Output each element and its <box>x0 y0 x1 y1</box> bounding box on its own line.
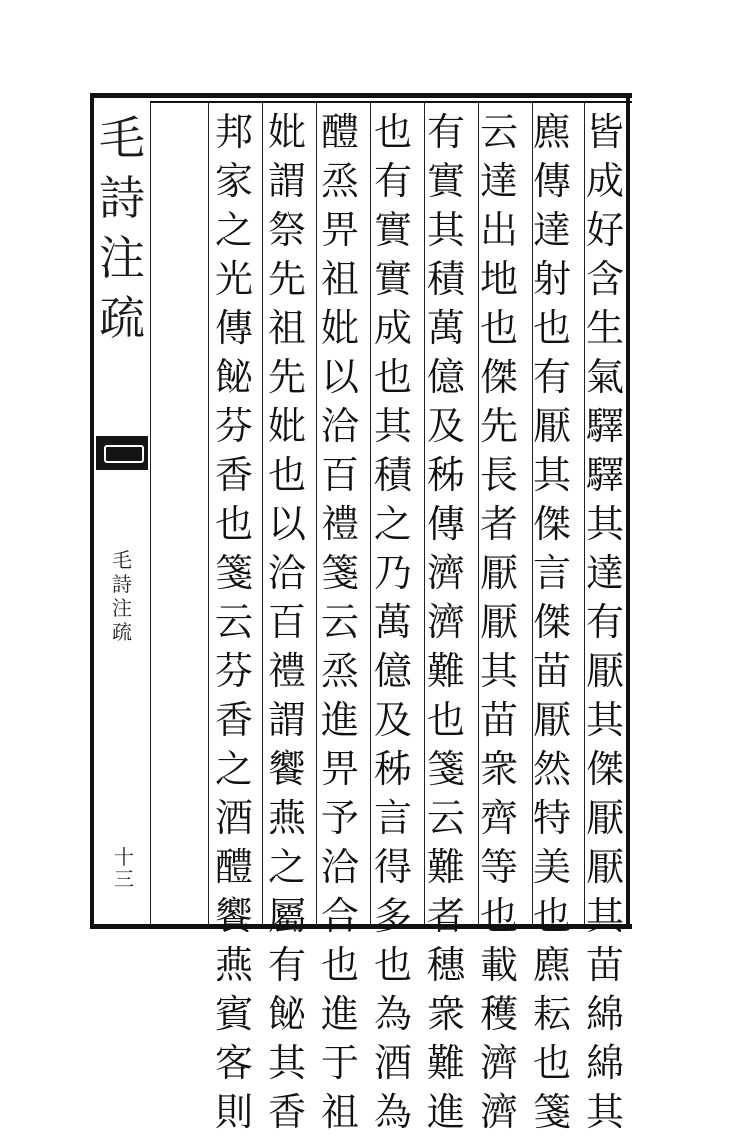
column-rule <box>150 103 151 924</box>
text-column-5: 也 有 實 實 成 也 其 積 之 乃 萬 億 及 秭 言 得 多 也 為 酒 為 <box>373 110 412 1134</box>
fold-title: 毛 詩 注 疏 <box>99 111 145 345</box>
text-column-4: 有 實 其 積 萬 億 及 秭 傳 濟 濟 難 也 箋 云 難 者 穗 衆 難 進 <box>426 110 465 1134</box>
text-column-7: 妣 謂 祭 先 祖 先 妣 也 以 洽 百 禮 謂 饗 燕 之 屬 有 飶 其 香 <box>267 110 306 1134</box>
fold-book-title: 毛 詩 注 疏 <box>112 548 132 644</box>
frame-top-border <box>90 93 632 98</box>
text-column-6: 醴 烝 畀 祖 妣 以 洽 百 禮 箋 云 烝 進 畀 予 洽 合 也 進 于 祖 <box>320 110 359 1134</box>
center-fold <box>94 98 150 924</box>
text-column-8: 邦 家 之 光 傳 飶 芬 香 也 箋 云 芬 香 之 酒 醴 饗 燕 賓 客 則 <box>214 110 253 1134</box>
text-column-2: 麃 傳 達 射 也 有 厭 其 傑 言 傑 苗 厭 然 特 美 也 麃 耘 也 箋 <box>532 110 571 1134</box>
frame-top-inner-border <box>150 101 632 103</box>
page-number: 十 三 <box>114 845 134 891</box>
text-column-1: 皆 成 好 含 生 氣 驛 驛 其 達 有 厭 其 傑 厭 厭 其 苗 綿 綿 其 <box>585 110 624 1134</box>
fish-tail-mark <box>96 436 148 470</box>
text-column-3: 云 達 出 地 也 傑 先 長 者 厭 厭 其 苗 衆 齊 等 也 載 穫 濟 濟 <box>479 110 518 1134</box>
